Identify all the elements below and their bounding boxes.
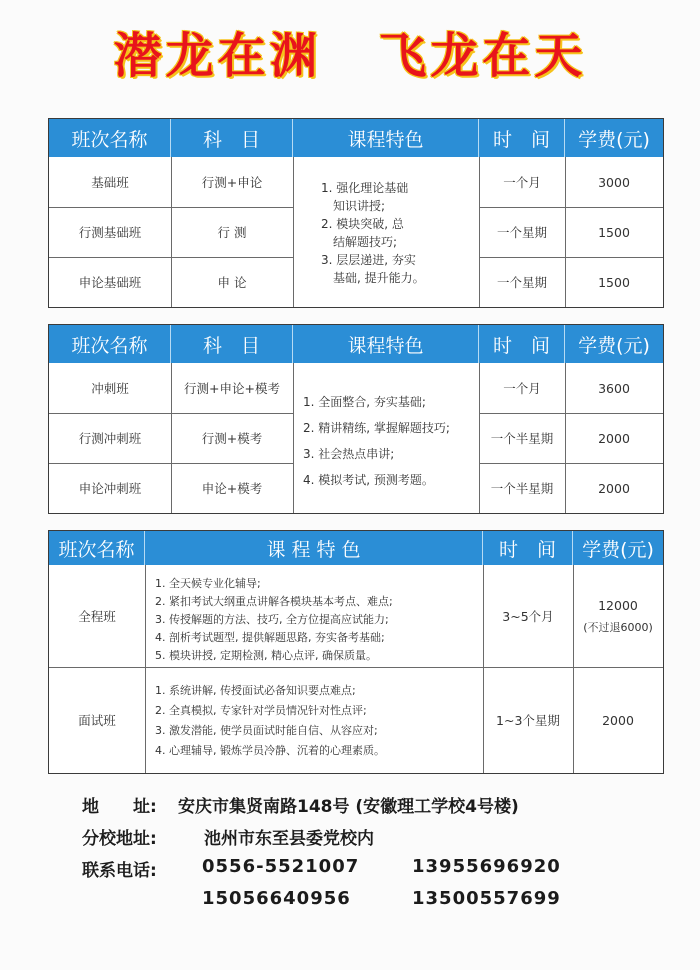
phone-number: 13955696920: [412, 856, 561, 877]
table-row: 行测基础班: [78, 225, 142, 240]
course-features: [303, 389, 450, 493]
table-row: 全程班: [78, 609, 116, 624]
header-features: 课程特色: [293, 325, 479, 363]
row-subject: 行测+申论: [201, 175, 263, 190]
feature-line: 基础, 提升能力。: [333, 271, 425, 285]
address-value: 安庆市集贤南路148号 (安徽理工学校4号楼): [178, 797, 519, 817]
table-row: 冲刺班: [91, 381, 129, 396]
feature-line: 结解题技巧;: [333, 235, 398, 249]
table-sprint-classes: [48, 324, 664, 514]
address-label: 地 址:: [82, 797, 157, 817]
branch-address-line: [82, 824, 374, 849]
feature-line: 4. 剖析考试题型, 提供解题思路, 夯实备考基础;: [155, 631, 385, 644]
feature-line: 4. 心理辅导, 锻炼学员冷静、沉着的心理素质。: [155, 744, 385, 757]
fee-note: (不过退6000): [583, 620, 653, 634]
row-fee: 1500: [598, 274, 630, 290]
feature-line: 4. 模拟考试, 预测考题。: [303, 473, 434, 487]
feature-line: 2. 紧扣考试大纲重点讲解各模块基本考点、难点;: [155, 595, 393, 608]
row-time: 一个星期: [496, 275, 547, 290]
row-subject: 行测+申论+模考: [184, 381, 280, 396]
feature-line: 1. 全面整合, 夯实基础;: [303, 395, 426, 409]
course-features: [155, 575, 393, 665]
feature-line: 1. 系统讲解, 传授面试必备知识要点难点;: [155, 684, 356, 697]
row-fee: 3600: [598, 380, 630, 396]
row-time: 一个星期: [496, 225, 547, 240]
header-subject: 科 目: [171, 119, 293, 157]
header-class-name: 班次名称: [49, 531, 145, 565]
row-time: 3~5个月: [502, 609, 554, 624]
headline-part-1: 潜龙在渊: [113, 28, 322, 84]
header-features: 课 程 特 色: [145, 531, 483, 565]
feature-line: 1. 强化理论基础: [321, 181, 409, 195]
phone-number: 0556-5521007: [202, 856, 360, 877]
header-time: 时 间: [479, 325, 565, 363]
header-fee: 学费(元): [578, 128, 650, 151]
headline: [0, 26, 700, 86]
table-basic-classes: [48, 118, 664, 308]
row-fee: [573, 565, 663, 667]
address-line: [82, 792, 519, 817]
table-comprehensive-classes: [48, 530, 664, 774]
header-class-name: 班次名称: [49, 119, 171, 157]
row-time: 1~3个星期: [496, 713, 560, 728]
row-fee: 1500: [598, 224, 630, 240]
row-time: 一个半星期: [490, 431, 554, 446]
fee-value: 12000: [598, 597, 638, 613]
phone-number: 13500557699: [412, 888, 561, 909]
header-time: 时 间: [479, 119, 565, 157]
feature-line: 3. 传授解题的方法、技巧, 全方位提高应试能力;: [155, 613, 389, 626]
header-features: 课程特色: [293, 119, 479, 157]
table-row: 基础班: [91, 175, 129, 190]
table-row: 申论基础班: [78, 275, 142, 290]
feature-line: 3. 激发潜能, 使学员面试时能自信、从容应对;: [155, 724, 378, 737]
row-subject: 申 论: [217, 275, 247, 290]
phone-label: 联系电话:: [82, 861, 157, 881]
header-class-name: 班次名称: [49, 325, 171, 363]
row-time: 一个月: [503, 381, 541, 396]
phone-line: [82, 856, 204, 881]
feature-line: 2. 模块突破, 总: [321, 217, 404, 231]
course-features: [321, 179, 425, 287]
row-time: 一个半星期: [490, 481, 554, 496]
table-row: 申论冲刺班: [78, 481, 142, 496]
header-fee: 学费(元): [578, 334, 650, 357]
headline-part-2: 飞龙在天: [378, 28, 587, 84]
feature-line: 3. 社会热点串讲;: [303, 447, 395, 461]
phone-number: 15056640956: [202, 888, 351, 909]
header-subject: 科 目: [171, 325, 293, 363]
row-fee: 2000: [602, 712, 634, 728]
table-row: 行测冲刺班: [78, 431, 142, 446]
table-header: [49, 325, 663, 363]
branch-value: 池州市东至县委党校内: [204, 829, 374, 849]
table-header: [49, 119, 663, 157]
feature-line: 5. 模块讲授, 定期检测, 精心点评, 确保质量。: [155, 649, 377, 662]
branch-label: 分校地址:: [82, 829, 157, 849]
row-subject: 行 测: [217, 225, 247, 240]
feature-line: 知识讲授;: [333, 199, 386, 213]
feature-line: 2. 全真模拟, 专家针对学员情况针对性点评;: [155, 704, 367, 717]
table-header: [49, 531, 663, 565]
table-row: 面试班: [78, 713, 116, 728]
header-fee: 学费(元): [582, 538, 654, 561]
row-fee: 2000: [598, 430, 630, 446]
course-features: [155, 681, 385, 761]
row-fee: 3000: [598, 174, 630, 190]
row-time: 一个月: [503, 175, 541, 190]
feature-line: 2. 精讲精练, 掌握解题技巧;: [303, 421, 450, 435]
row-subject: 申论+模考: [201, 481, 263, 496]
row-subject: 行测+模考: [201, 431, 263, 446]
feature-line: 3. 层层递进, 夯实: [321, 253, 416, 267]
row-fee: 2000: [598, 480, 630, 496]
header-time: 时 间: [483, 531, 573, 565]
feature-line: 1. 全天候专业化辅导;: [155, 577, 261, 590]
